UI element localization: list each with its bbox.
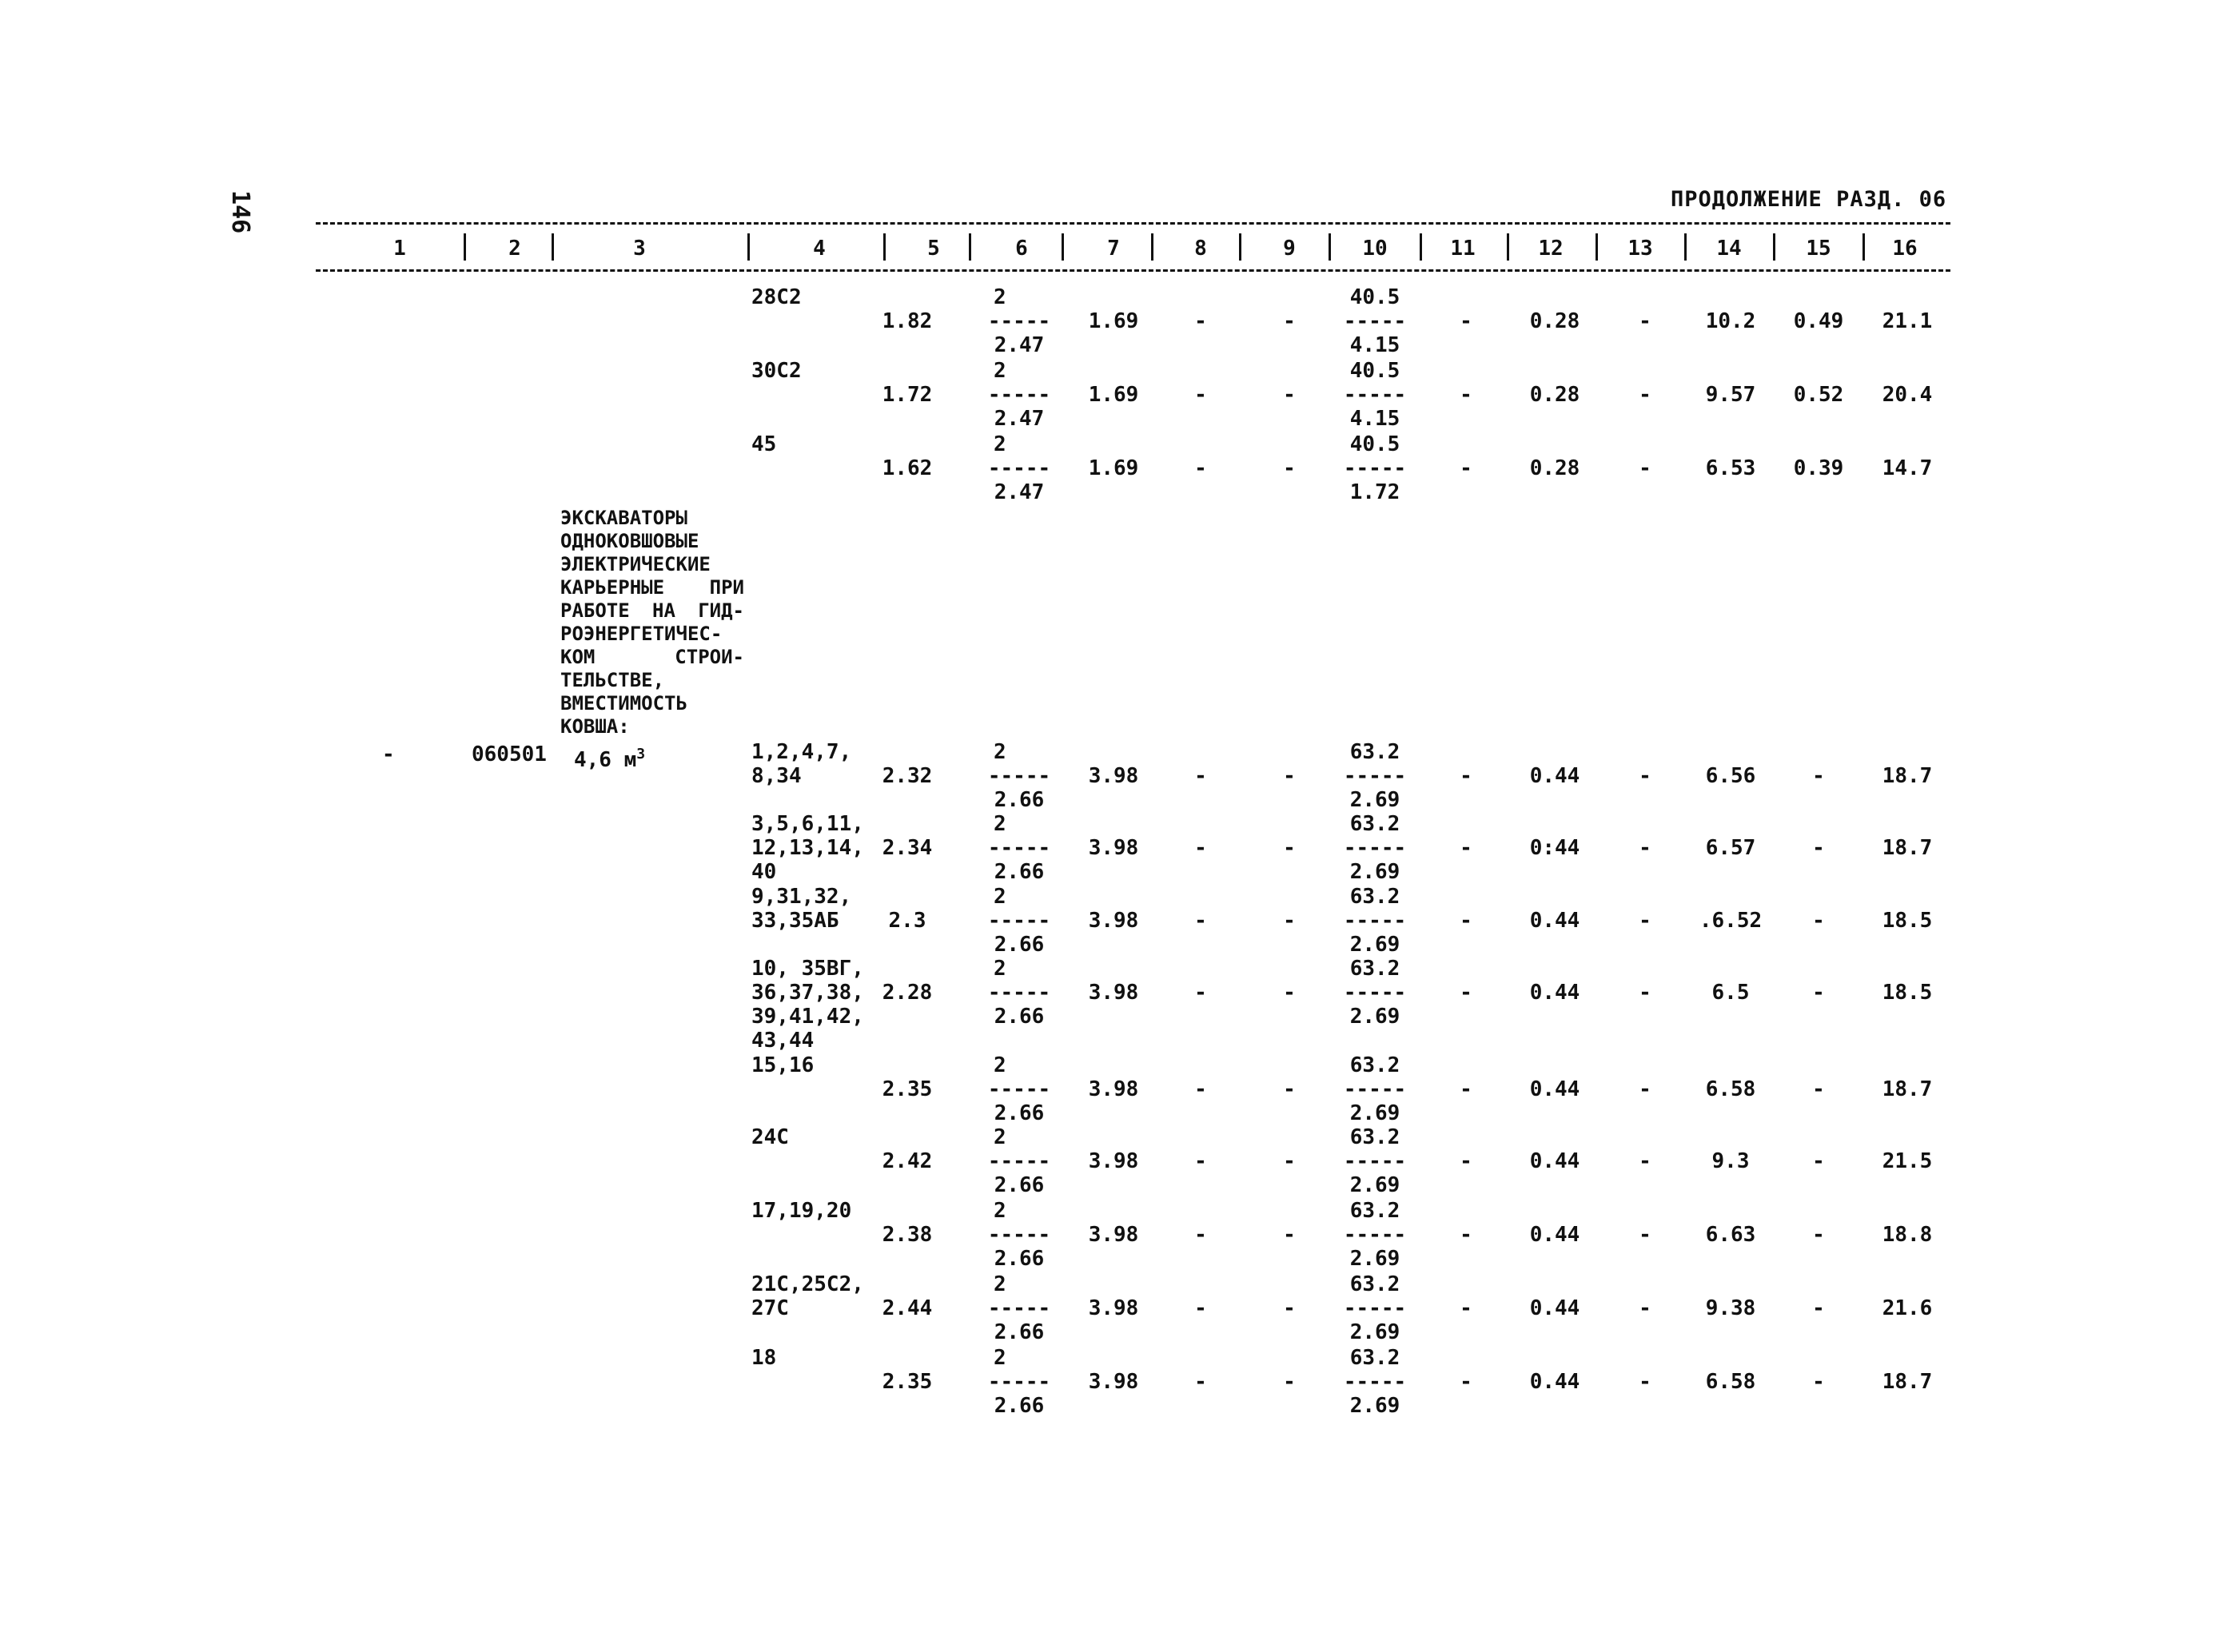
row-11-col15: - bbox=[1812, 1296, 1825, 1320]
column-header-8: 8 bbox=[1194, 237, 1207, 261]
row-11-col9: - bbox=[1283, 1296, 1296, 1320]
row-12-col11: - bbox=[1460, 1370, 1472, 1394]
column-separator bbox=[1239, 233, 1241, 261]
row-6-col10: 63.2 bbox=[1349, 885, 1400, 909]
item-capacity bbox=[574, 742, 645, 772]
row-7-col7: 3.98 bbox=[1088, 981, 1139, 1005]
column-separator bbox=[464, 233, 466, 261]
row-8-col4: 15,16 bbox=[751, 1053, 815, 1077]
row-8-col6: 2 bbox=[994, 1053, 1006, 1077]
row-2-col13: - bbox=[1639, 383, 1651, 407]
row-7-col11: - bbox=[1460, 981, 1472, 1005]
row-2-col16: 20.4 bbox=[1882, 383, 1933, 407]
column-header-7: 7 bbox=[1107, 237, 1120, 261]
description-line: РАБОТЕ НА ГИД- bbox=[560, 599, 744, 622]
row-10-col8: - bbox=[1194, 1223, 1207, 1247]
row-7-col10: ----- bbox=[1343, 981, 1407, 1005]
row-7-col9: - bbox=[1283, 981, 1296, 1005]
row-12-col6: 2 bbox=[994, 1346, 1006, 1370]
row-7-col8: - bbox=[1194, 981, 1207, 1005]
row-2-col10: ----- bbox=[1343, 383, 1407, 407]
row-11-col11: - bbox=[1460, 1296, 1472, 1320]
row-5-col11: - bbox=[1460, 836, 1472, 860]
row-11-col6: ----- bbox=[987, 1296, 1051, 1320]
row-9-col8: - bbox=[1194, 1149, 1207, 1173]
item-code: 060501 bbox=[472, 742, 547, 766]
row-10-col14: 6.63 bbox=[1705, 1223, 1756, 1247]
column-header-13: 13 bbox=[1627, 237, 1653, 261]
row-1-col5: 1.82 bbox=[882, 309, 933, 333]
row-4-col7: 3.98 bbox=[1088, 764, 1139, 788]
column-separator bbox=[1062, 233, 1064, 261]
row-3-col13: - bbox=[1639, 456, 1651, 480]
row-6-col8: - bbox=[1194, 909, 1207, 933]
row-1-col9: - bbox=[1283, 309, 1296, 333]
row-1-col12: 0.28 bbox=[1529, 309, 1580, 333]
row-4-col10: 63.2 bbox=[1349, 740, 1400, 764]
row-6-col5: 2.3 bbox=[888, 909, 926, 933]
item-col1: - bbox=[382, 742, 395, 766]
row-8-col10: ----- bbox=[1343, 1077, 1407, 1101]
row-11-col14: 9.38 bbox=[1705, 1296, 1756, 1320]
row-3-col8: - bbox=[1194, 456, 1207, 480]
row-4-col4: 8,34 bbox=[751, 764, 802, 788]
row-6-col4: 33,35АБ bbox=[751, 909, 839, 933]
row-1-col6: 2.47 bbox=[994, 333, 1045, 357]
row-9-col16: 21.5 bbox=[1882, 1149, 1933, 1173]
row-2-col10: 4.15 bbox=[1349, 407, 1400, 431]
row-2-col12: 0.28 bbox=[1529, 383, 1580, 407]
column-separator bbox=[969, 233, 971, 261]
row-11-col4: 21С,25С2, bbox=[751, 1272, 864, 1296]
row-2-col5: 1.72 bbox=[882, 383, 933, 407]
row-9-col6: 2.66 bbox=[994, 1173, 1045, 1197]
row-12-col8: - bbox=[1194, 1370, 1207, 1394]
row-2-col6: ----- bbox=[987, 383, 1051, 407]
row-6-col11: - bbox=[1460, 909, 1472, 933]
row-7-col10: 63.2 bbox=[1349, 957, 1400, 981]
row-7-col14: 6.5 bbox=[1711, 981, 1750, 1005]
row-1-col6: 2 bbox=[994, 285, 1006, 309]
row-10-col10: ----- bbox=[1343, 1223, 1407, 1247]
row-12-col5: 2.35 bbox=[882, 1370, 933, 1394]
column-header-3: 3 bbox=[633, 237, 646, 261]
row-11-col12: 0.44 bbox=[1529, 1296, 1580, 1320]
row-10-col12: 0.44 bbox=[1529, 1223, 1580, 1247]
row-4-col5: 2.32 bbox=[882, 764, 933, 788]
row-3-col5: 1.62 bbox=[882, 456, 933, 480]
row-5-col14: 6.57 bbox=[1705, 836, 1756, 860]
row-3-col14: 6.53 bbox=[1705, 456, 1756, 480]
row-4-col10: ----- bbox=[1343, 764, 1407, 788]
row-11-col4: 27С bbox=[751, 1296, 789, 1320]
row-5-col10: 63.2 bbox=[1349, 812, 1400, 836]
row-7-col16: 18.5 bbox=[1882, 981, 1933, 1005]
row-5-col5: 2.34 bbox=[882, 836, 933, 860]
row-9-col14: 9.3 bbox=[1711, 1149, 1750, 1173]
row-11-col10: 2.69 bbox=[1349, 1320, 1400, 1344]
row-5-col10: 2.69 bbox=[1349, 860, 1400, 884]
row-9-col11: - bbox=[1460, 1149, 1472, 1173]
row-12-col4: 18 bbox=[751, 1346, 777, 1370]
row-1-col16: 21.1 bbox=[1882, 309, 1933, 333]
row-9-col10: ----- bbox=[1343, 1149, 1407, 1173]
row-5-col7: 3.98 bbox=[1088, 836, 1139, 860]
column-header-16: 16 bbox=[1892, 237, 1918, 261]
row-4-col6: 2 bbox=[994, 740, 1006, 764]
row-4-col14: 6.56 bbox=[1705, 764, 1756, 788]
row-10-col15: - bbox=[1812, 1223, 1825, 1247]
row-3-col16: 14.7 bbox=[1882, 456, 1933, 480]
row-1-col13: - bbox=[1639, 309, 1651, 333]
row-8-col9: - bbox=[1283, 1077, 1296, 1101]
row-4-col6: 2.66 bbox=[994, 788, 1045, 812]
row-7-col4: 36,37,38, bbox=[751, 981, 864, 1005]
row-3-col12: 0.28 bbox=[1529, 456, 1580, 480]
row-2-col15: 0.52 bbox=[1793, 383, 1844, 407]
row-1-col15: 0.49 bbox=[1793, 309, 1844, 333]
row-10-col11: - bbox=[1460, 1223, 1472, 1247]
row-2-col9: - bbox=[1283, 383, 1296, 407]
row-5-col13: - bbox=[1639, 836, 1651, 860]
row-3-col9: - bbox=[1283, 456, 1296, 480]
row-3-col6: 2.47 bbox=[994, 480, 1045, 504]
row-1-col6: ----- bbox=[987, 309, 1051, 333]
row-4-col11: - bbox=[1460, 764, 1472, 788]
row-8-col8: - bbox=[1194, 1077, 1207, 1101]
row-11-col13: - bbox=[1639, 1296, 1651, 1320]
row-7-col4: 39,41,42, bbox=[751, 1005, 864, 1029]
row-2-col6: 2.47 bbox=[994, 407, 1045, 431]
row-7-col4: 43,44 bbox=[751, 1029, 815, 1053]
row-6-col6: ----- bbox=[987, 909, 1051, 933]
row-1-col10: ----- bbox=[1343, 309, 1407, 333]
description-line: КОМ СТРОИ- bbox=[560, 646, 744, 668]
row-5-col8: - bbox=[1194, 836, 1207, 860]
continuation-title: ПРОДОЛЖЕНИЕ РАЗД. 06 bbox=[1671, 187, 1947, 212]
row-4-col10: 2.69 bbox=[1349, 788, 1400, 812]
row-10-col10: 63.2 bbox=[1349, 1199, 1400, 1223]
column-header-9: 9 bbox=[1283, 237, 1296, 261]
row-9-col10: 2.69 bbox=[1349, 1173, 1400, 1197]
row-9-col4: 24С bbox=[751, 1125, 789, 1149]
row-1-col11: - bbox=[1460, 309, 1472, 333]
column-header-6: 6 bbox=[1015, 237, 1028, 261]
column-separator bbox=[552, 233, 554, 261]
row-6-col15: - bbox=[1812, 909, 1825, 933]
row-10-col6: 2 bbox=[994, 1199, 1006, 1223]
row-4-col15: - bbox=[1812, 764, 1825, 788]
column-header-14: 14 bbox=[1716, 237, 1742, 261]
row-5-col4: 3,5,6,11, bbox=[751, 812, 864, 836]
row-4-col9: - bbox=[1283, 764, 1296, 788]
column-header-15: 15 bbox=[1806, 237, 1831, 261]
row-11-col7: 3.98 bbox=[1088, 1296, 1139, 1320]
description-line: ЭЛЕКТРИЧЕСКИЕ bbox=[560, 553, 711, 575]
row-7-col6: 2 bbox=[994, 957, 1006, 981]
group-description bbox=[560, 507, 744, 738]
column-separator bbox=[1596, 233, 1598, 261]
column-header-4: 4 bbox=[813, 237, 826, 261]
row-12-col10: 63.2 bbox=[1349, 1346, 1400, 1370]
row-8-col16: 18.7 bbox=[1882, 1077, 1933, 1101]
row-3-col10: ----- bbox=[1343, 456, 1407, 480]
row-8-col15: - bbox=[1812, 1077, 1825, 1101]
row-5-col6: 2.66 bbox=[994, 860, 1045, 884]
row-9-col9: - bbox=[1283, 1149, 1296, 1173]
row-3-col10: 40.5 bbox=[1349, 432, 1400, 456]
row-11-col10: ----- bbox=[1343, 1296, 1407, 1320]
row-10-col7: 3.98 bbox=[1088, 1223, 1139, 1247]
column-header-10: 10 bbox=[1362, 237, 1388, 261]
column-separator bbox=[1420, 233, 1422, 261]
row-3-col7: 1.69 bbox=[1088, 456, 1139, 480]
row-5-col6: 2 bbox=[994, 812, 1006, 836]
row-4-col13: - bbox=[1639, 764, 1651, 788]
row-9-col10: 63.2 bbox=[1349, 1125, 1400, 1149]
row-2-col10: 40.5 bbox=[1349, 359, 1400, 383]
row-11-col5: 2.44 bbox=[882, 1296, 933, 1320]
column-separator bbox=[1151, 233, 1153, 261]
row-1-col4: 28С2 bbox=[751, 285, 802, 309]
description-line: ТЕЛЬСТВЕ, bbox=[560, 669, 665, 691]
capacity-superscript: 3 bbox=[636, 746, 646, 762]
row-4-col6: ----- bbox=[987, 764, 1051, 788]
row-11-col6: 2 bbox=[994, 1272, 1006, 1296]
row-3-col15: 0.39 bbox=[1793, 456, 1844, 480]
row-2-col14: 9.57 bbox=[1705, 383, 1756, 407]
row-11-col16: 21.6 bbox=[1882, 1296, 1933, 1320]
capacity-text: 4,6 м bbox=[574, 748, 637, 772]
row-11-col8: - bbox=[1194, 1296, 1207, 1320]
row-5-col4: 12,13,14, bbox=[751, 836, 864, 860]
row-5-col9: - bbox=[1283, 836, 1296, 860]
row-7-col12: 0.44 bbox=[1529, 981, 1580, 1005]
description-line: КАРЬЕРНЫЕ ПРИ bbox=[560, 576, 744, 599]
row-1-col10: 40.5 bbox=[1349, 285, 1400, 309]
row-6-col13: - bbox=[1639, 909, 1651, 933]
row-8-col6: 2.66 bbox=[994, 1101, 1045, 1125]
row-3-col10: 1.72 bbox=[1349, 480, 1400, 504]
row-12-col7: 3.98 bbox=[1088, 1370, 1139, 1394]
row-5-col10: ----- bbox=[1343, 836, 1407, 860]
row-8-col12: 0.44 bbox=[1529, 1077, 1580, 1101]
row-10-col6: 2.66 bbox=[994, 1247, 1045, 1271]
row-7-col15: - bbox=[1812, 981, 1825, 1005]
row-6-col4: 9,31,32, bbox=[751, 885, 852, 909]
row-10-col16: 18.8 bbox=[1882, 1223, 1933, 1247]
column-separator bbox=[883, 233, 886, 261]
row-10-col6: ----- bbox=[987, 1223, 1051, 1247]
row-6-col9: - bbox=[1283, 909, 1296, 933]
row-6-col6: 2 bbox=[994, 885, 1006, 909]
row-2-col4: 30С2 bbox=[751, 359, 802, 383]
row-4-col4: 1,2,4,7, bbox=[751, 740, 852, 764]
row-1-col7: 1.69 bbox=[1088, 309, 1139, 333]
row-10-col9: - bbox=[1283, 1223, 1296, 1247]
row-9-col5: 2.42 bbox=[882, 1149, 933, 1173]
column-separator bbox=[1684, 233, 1687, 261]
row-8-col6: ----- bbox=[987, 1077, 1051, 1101]
row-12-col12: 0.44 bbox=[1529, 1370, 1580, 1394]
row-9-col6: 2 bbox=[994, 1125, 1006, 1149]
column-header-1: 1 bbox=[393, 237, 406, 261]
row-6-col10: ----- bbox=[1343, 909, 1407, 933]
row-10-col5: 2.38 bbox=[882, 1223, 933, 1247]
row-1-col8: - bbox=[1194, 309, 1207, 333]
row-7-col6: ----- bbox=[987, 981, 1051, 1005]
column-separator bbox=[1507, 233, 1509, 261]
row-8-col5: 2.35 bbox=[882, 1077, 933, 1101]
row-4-col16: 18.7 bbox=[1882, 764, 1933, 788]
row-7-col6: 2.66 bbox=[994, 1005, 1045, 1029]
description-line: РОЭНЕРГЕТИЧЕС- bbox=[560, 623, 723, 645]
column-header-11: 11 bbox=[1450, 237, 1476, 261]
row-12-col6: ----- bbox=[987, 1370, 1051, 1394]
row-7-col4: 10, 35ВГ, bbox=[751, 957, 864, 981]
row-9-col7: 3.98 bbox=[1088, 1149, 1139, 1173]
column-separator bbox=[1773, 233, 1775, 261]
header-top-rule bbox=[316, 222, 1950, 225]
row-5-col12: 0:44 bbox=[1529, 836, 1580, 860]
column-header-5: 5 bbox=[927, 237, 940, 261]
header-bottom-rule bbox=[316, 269, 1950, 272]
row-3-col4: 45 bbox=[751, 432, 777, 456]
row-1-col14: 10.2 bbox=[1705, 309, 1756, 333]
description-line: ЭКСКАВАТОРЫ bbox=[560, 507, 687, 529]
row-5-col4: 40 bbox=[751, 860, 777, 884]
row-6-col7: 3.98 bbox=[1088, 909, 1139, 933]
row-12-col13: - bbox=[1639, 1370, 1651, 1394]
row-12-col6: 2.66 bbox=[994, 1394, 1045, 1418]
row-6-col12: 0.44 bbox=[1529, 909, 1580, 933]
column-separator bbox=[1862, 233, 1865, 261]
row-9-col15: - bbox=[1812, 1149, 1825, 1173]
column-header-12: 12 bbox=[1538, 237, 1564, 261]
description-line: ВМЕСТИМОСТЬ bbox=[560, 692, 687, 715]
row-1-col10: 4.15 bbox=[1349, 333, 1400, 357]
row-11-col6: 2.66 bbox=[994, 1320, 1045, 1344]
row-6-col16: 18.5 bbox=[1882, 909, 1933, 933]
row-12-col9: - bbox=[1283, 1370, 1296, 1394]
row-12-col14: 6.58 bbox=[1705, 1370, 1756, 1394]
row-6-col10: 2.69 bbox=[1349, 933, 1400, 957]
description-line: ОДНОКОВШОВЫЕ bbox=[560, 530, 699, 552]
page-number: 146 bbox=[226, 190, 254, 234]
row-2-col7: 1.69 bbox=[1088, 383, 1139, 407]
row-5-col6: ----- bbox=[987, 836, 1051, 860]
row-6-col6: 2.66 bbox=[994, 933, 1045, 957]
row-7-col5: 2.28 bbox=[882, 981, 933, 1005]
row-5-col15: - bbox=[1812, 836, 1825, 860]
row-7-col13: - bbox=[1639, 981, 1651, 1005]
row-10-col10: 2.69 bbox=[1349, 1247, 1400, 1271]
row-12-col10: ----- bbox=[1343, 1370, 1407, 1394]
column-header-2: 2 bbox=[508, 237, 521, 261]
row-8-col11: - bbox=[1460, 1077, 1472, 1101]
row-8-col13: - bbox=[1639, 1077, 1651, 1101]
column-separator bbox=[1329, 233, 1331, 261]
row-11-col10: 63.2 bbox=[1349, 1272, 1400, 1296]
row-3-col11: - bbox=[1460, 456, 1472, 480]
row-3-col6: ----- bbox=[987, 456, 1051, 480]
row-3-col6: 2 bbox=[994, 432, 1006, 456]
row-5-col16: 18.7 bbox=[1882, 836, 1933, 860]
row-8-col14: 6.58 bbox=[1705, 1077, 1756, 1101]
row-2-col6: 2 bbox=[994, 359, 1006, 383]
row-2-col11: - bbox=[1460, 383, 1472, 407]
row-12-col10: 2.69 bbox=[1349, 1394, 1400, 1418]
row-7-col10: 2.69 bbox=[1349, 1005, 1400, 1029]
row-8-col10: 2.69 bbox=[1349, 1101, 1400, 1125]
row-8-col7: 3.98 bbox=[1088, 1077, 1139, 1101]
row-4-col12: 0.44 bbox=[1529, 764, 1580, 788]
row-2-col8: - bbox=[1194, 383, 1207, 407]
column-separator bbox=[747, 233, 750, 261]
row-10-col13: - bbox=[1639, 1223, 1651, 1247]
row-4-col8: - bbox=[1194, 764, 1207, 788]
row-8-col10: 63.2 bbox=[1349, 1053, 1400, 1077]
row-12-col15: - bbox=[1812, 1370, 1825, 1394]
row-9-col13: - bbox=[1639, 1149, 1651, 1173]
row-12-col16: 18.7 bbox=[1882, 1370, 1933, 1394]
description-line: КОВША: bbox=[560, 715, 630, 738]
row-9-col6: ----- bbox=[987, 1149, 1051, 1173]
row-6-col14: .6.52 bbox=[1699, 909, 1763, 933]
row-9-col12: 0.44 bbox=[1529, 1149, 1580, 1173]
row-10-col4: 17,19,20 bbox=[751, 1199, 852, 1223]
